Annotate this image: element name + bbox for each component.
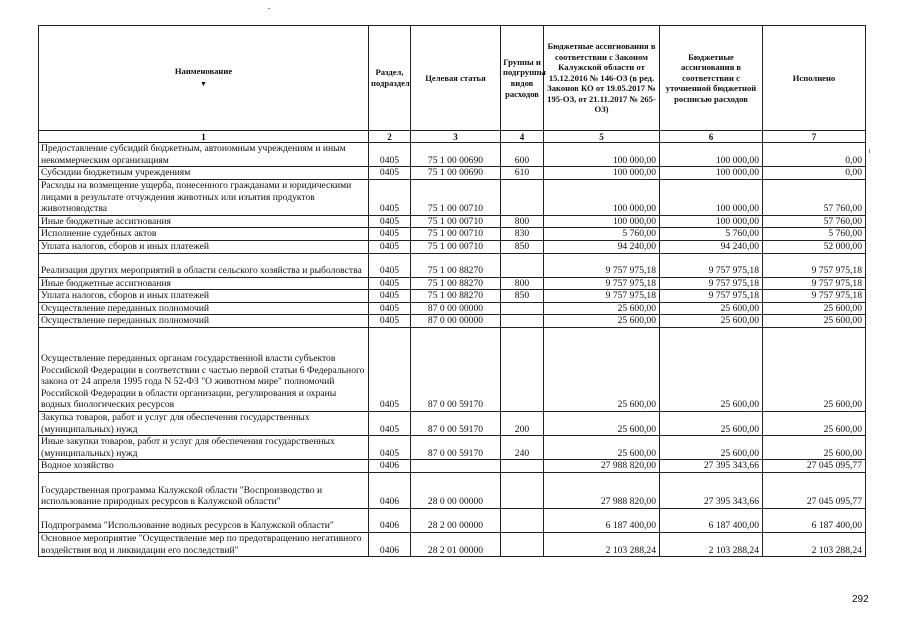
header-name <box>39 26 369 131</box>
row-law-allocation-cell: 100 000,00 <box>544 143 660 167</box>
row-refined-allocation-cell: 9 757 975,18 <box>660 290 763 303</box>
row-refined-allocation-cell: 100 000,00 <box>660 215 763 228</box>
table-row <box>39 315 866 328</box>
row-section-cell: 0406 <box>369 508 411 532</box>
table-row <box>39 508 866 532</box>
row-executed-cell: 25 600,00 <box>763 302 866 315</box>
header-refined-allocations: Бюджетные ассигнования в соответствии с уточненной бюджетной росписью расходов <box>660 26 763 131</box>
row-article-cell <box>411 460 501 473</box>
row-refined-allocation-cell: 25 600,00 <box>660 411 763 435</box>
row-group-cell <box>501 302 544 315</box>
row-article-cell: 87 0 00 59170 <box>411 411 501 435</box>
row-section-cell: 0405 <box>369 240 411 253</box>
table-row <box>39 472 866 508</box>
table-row <box>39 277 866 290</box>
row-section-cell: 0405 <box>369 277 411 290</box>
row-law-allocation-cell: 9 757 975,18 <box>544 277 660 290</box>
row-section-cell: 0405 <box>369 167 411 180</box>
row-executed-cell: 25 600,00 <box>763 411 866 435</box>
row-law-allocation-cell: 25 600,00 <box>544 411 660 435</box>
column-number: 6 <box>660 131 763 143</box>
table-row <box>39 143 866 167</box>
row-article-cell: 87 0 00 00000 <box>411 302 501 315</box>
row-section-cell: 0405 <box>369 315 411 328</box>
row-refined-allocation-cell: 25 600,00 <box>660 315 763 328</box>
row-group-cell <box>501 460 544 473</box>
row-group-cell <box>501 327 544 411</box>
row-refined-allocation-cell: 25 600,00 <box>660 436 763 460</box>
row-article-cell: 28 2 00 00000 <box>411 508 501 532</box>
row-article-cell: 75 1 00 00710 <box>411 215 501 228</box>
column-number: 5 <box>544 131 660 143</box>
budget-execution-table <box>38 25 866 557</box>
row-refined-allocation-cell: 9 757 975,18 <box>660 277 763 290</box>
row-name-cell: Подпрограмма "Использование водных ресурсов в Калужской области" <box>39 508 369 532</box>
row-group-cell: 850 <box>501 240 544 253</box>
row-name-cell: Водное хозяйство <box>39 460 369 473</box>
row-refined-allocation-cell: 100 000,00 <box>660 143 763 167</box>
table-row <box>39 240 866 253</box>
row-law-allocation-cell: 100 000,00 <box>544 215 660 228</box>
row-article-cell: 75 1 00 00710 <box>411 179 501 215</box>
row-executed-cell: 6 187 400,00 <box>763 508 866 532</box>
row-group-cell: 800 <box>501 215 544 228</box>
row-name-cell: Исполнение судебных актов <box>39 228 369 241</box>
row-group-cell <box>501 179 544 215</box>
row-article-cell: 75 1 00 00690 <box>411 167 501 180</box>
row-refined-allocation-cell: 25 600,00 <box>660 327 763 411</box>
row-refined-allocation-cell: 94 240,00 <box>660 240 763 253</box>
column-number: 1 <box>39 131 369 143</box>
row-article-cell: 28 0 00 00000 <box>411 472 501 508</box>
header-expense-groups: Группы и подгруппы видов расходов <box>501 26 544 131</box>
row-section-cell: 0406 <box>369 460 411 473</box>
header-section: Раздел, подраздел <box>369 26 411 131</box>
table-row <box>39 290 866 303</box>
row-group-cell: 240 <box>501 436 544 460</box>
row-refined-allocation-cell: 100 000,00 <box>660 179 763 215</box>
row-law-allocation-cell: 9 757 975,18 <box>544 253 660 277</box>
row-refined-allocation-cell: 25 600,00 <box>660 302 763 315</box>
row-name-cell: Иные бюджетные ассигнования <box>39 277 369 290</box>
row-law-allocation-cell: 94 240,00 <box>544 240 660 253</box>
row-group-cell: 800 <box>501 277 544 290</box>
row-executed-cell: 27 045 095,77 <box>763 460 866 473</box>
row-article-cell: 87 0 00 59170 <box>411 327 501 411</box>
row-article-cell: 75 1 00 00710 <box>411 228 501 241</box>
row-name-cell: Закупка товаров, работ и услуг для обеспечения государственных (муниципальных) нужд <box>39 411 369 435</box>
table-row <box>39 460 866 473</box>
row-refined-allocation-cell: 5 760,00 <box>660 228 763 241</box>
row-group-cell <box>501 508 544 532</box>
row-section-cell: 0406 <box>369 532 411 556</box>
row-section-cell: 0405 <box>369 327 411 411</box>
row-law-allocation-cell: 5 760,00 <box>544 228 660 241</box>
row-article-cell: 75 1 00 88270 <box>411 290 501 303</box>
column-number: 3 <box>411 131 501 143</box>
table-row <box>39 228 866 241</box>
row-group-cell <box>501 315 544 328</box>
sort-down-icon: ▼ <box>200 80 207 88</box>
table-row <box>39 167 866 180</box>
row-executed-cell: 0,00 <box>763 167 866 180</box>
row-article-cell: 75 1 00 88270 <box>411 253 501 277</box>
row-name-cell: Предоставление субсидий бюджетным, автономным учреждениям и иным некоммерческим организациям <box>39 143 369 167</box>
table-row <box>39 302 866 315</box>
row-executed-cell: 2 103 288,24 <box>763 532 866 556</box>
row-executed-cell: 25 600,00 <box>763 327 866 411</box>
row-section-cell: 0405 <box>369 143 411 167</box>
row-executed-cell: 5 760,00 <box>763 228 866 241</box>
row-refined-allocation-cell: 100 000,00 <box>660 167 763 180</box>
row-executed-cell: 25 600,00 <box>763 315 866 328</box>
column-number: 2 <box>369 131 411 143</box>
row-refined-allocation-cell: 27 395 343,66 <box>660 472 763 508</box>
row-name-cell: Субсидии бюджетным учреждениям <box>39 167 369 180</box>
row-refined-allocation-cell: 2 103 288,24 <box>660 532 763 556</box>
row-section-cell: 0405 <box>369 215 411 228</box>
row-article-cell: 75 1 00 88270 <box>411 277 501 290</box>
row-law-allocation-cell: 2 103 288,24 <box>544 532 660 556</box>
row-article-cell: 28 2 01 00000 <box>411 532 501 556</box>
row-name-cell: Уплата налогов, сборов и иных платежей <box>39 290 369 303</box>
row-law-allocation-cell: 6 187 400,00 <box>544 508 660 532</box>
row-section-cell: 0405 <box>369 228 411 241</box>
page-number: 292 <box>852 594 869 605</box>
row-executed-cell: 9 757 975,18 <box>763 277 866 290</box>
row-section-cell: 0405 <box>369 179 411 215</box>
row-law-allocation-cell: 25 600,00 <box>544 315 660 328</box>
row-refined-allocation-cell: 6 187 400,00 <box>660 508 763 532</box>
row-section-cell: 0405 <box>369 253 411 277</box>
row-law-allocation-cell: 25 600,00 <box>544 302 660 315</box>
row-article-cell: 87 0 00 59170 <box>411 436 501 460</box>
table-row <box>39 253 866 277</box>
row-article-cell: 75 1 00 00710 <box>411 240 501 253</box>
row-section-cell: 0405 <box>369 290 411 303</box>
row-group-cell: 850 <box>501 290 544 303</box>
row-law-allocation-cell: 100 000,00 <box>544 179 660 215</box>
row-name-cell: Осуществление переданных органам государственной власти субъектов Российской Федерации в соответствии с частью первой статьи 6 Федерального закона от 24 апреля 1995 года N 52-ФЗ "О животном мире" полномочий Российской Федерации в области организации, регулирования и охраны водных биологических ресурсов <box>39 327 369 411</box>
scan-speck <box>268 8 270 9</box>
row-name-cell: Осуществление переданных полномочий <box>39 302 369 315</box>
row-name-cell: Осуществление переданных полномочий <box>39 315 369 328</box>
row-name-cell: Реализация других мероприятий в области сельского хозяйства и рыболовства <box>39 253 369 277</box>
row-name-cell: Уплата налогов, сборов и иных платежей <box>39 240 369 253</box>
row-executed-cell: 27 045 095,77 <box>763 472 866 508</box>
row-executed-cell: 57 760,00 <box>763 215 866 228</box>
row-name-cell: Государственная программа Калужской области "Воспроизводство и использование природных ресурсов в Калужской области" <box>39 472 369 508</box>
row-group-cell: 610 <box>501 167 544 180</box>
row-group-cell: 600 <box>501 143 544 167</box>
row-refined-allocation-cell: 27 395 343,66 <box>660 460 763 473</box>
row-group-cell: 830 <box>501 228 544 241</box>
row-law-allocation-cell: 25 600,00 <box>544 327 660 411</box>
header-law-allocations: Бюджетные ассигнования в соответствии с Законом Калужской области от 15.12.2016 № 146-ОЗ (в ред. Законов КО от 19.05.2017 № 195-ОЗ, от 21.11.2017 № 265-ОЗ) <box>544 26 660 131</box>
scan-speck <box>869 149 870 153</box>
row-group-cell <box>501 532 544 556</box>
row-executed-cell: 52 000,00 <box>763 240 866 253</box>
column-number-row <box>39 131 866 143</box>
row-name-cell: Иные закупки товаров, работ и услуг для обеспечения государственных (муниципальных) нужд <box>39 436 369 460</box>
row-section-cell: 0405 <box>369 411 411 435</box>
row-article-cell: 75 1 00 00690 <box>411 143 501 167</box>
row-executed-cell: 57 760,00 <box>763 179 866 215</box>
header-name-label: Наименование <box>174 66 233 77</box>
table-body <box>39 143 866 557</box>
table-row <box>39 327 866 411</box>
row-article-cell: 87 0 00 00000 <box>411 315 501 328</box>
row-law-allocation-cell: 27 988 820,00 <box>544 472 660 508</box>
row-name-cell: Расходы на возмещение ущерба, понесенного гражданами и юридическими лицами в результате отчуждения животных или изъятия продуктов животноводства <box>39 179 369 215</box>
table-row <box>39 436 866 460</box>
row-refined-allocation-cell: 9 757 975,18 <box>660 253 763 277</box>
table-row <box>39 532 866 556</box>
row-section-cell: 0405 <box>369 302 411 315</box>
row-executed-cell: 25 600,00 <box>763 436 866 460</box>
row-executed-cell: 9 757 975,18 <box>763 253 866 277</box>
column-number: 7 <box>763 131 866 143</box>
table-row <box>39 411 866 435</box>
row-section-cell: 0406 <box>369 472 411 508</box>
header-target-article: Целевая статья <box>411 26 501 131</box>
row-law-allocation-cell: 9 757 975,18 <box>544 290 660 303</box>
row-group-cell: 200 <box>501 411 544 435</box>
row-law-allocation-cell: 27 988 820,00 <box>544 460 660 473</box>
row-group-cell <box>501 253 544 277</box>
row-group-cell <box>501 472 544 508</box>
row-law-allocation-cell: 100 000,00 <box>544 167 660 180</box>
row-executed-cell: 9 757 975,18 <box>763 290 866 303</box>
table-row <box>39 215 866 228</box>
header-executed: Исполнено <box>763 26 866 131</box>
column-number: 4 <box>501 131 544 143</box>
header-row <box>39 26 866 131</box>
table-row <box>39 179 866 215</box>
row-name-cell: Иные бюджетные ассигнования <box>39 215 369 228</box>
row-section-cell: 0405 <box>369 436 411 460</box>
row-law-allocation-cell: 25 600,00 <box>544 436 660 460</box>
row-name-cell: Основное мероприятие "Осуществление мер по предотвращению негативного воздействия вод и ликвидации его последствий" <box>39 532 369 556</box>
row-executed-cell: 0,00 <box>763 143 866 167</box>
